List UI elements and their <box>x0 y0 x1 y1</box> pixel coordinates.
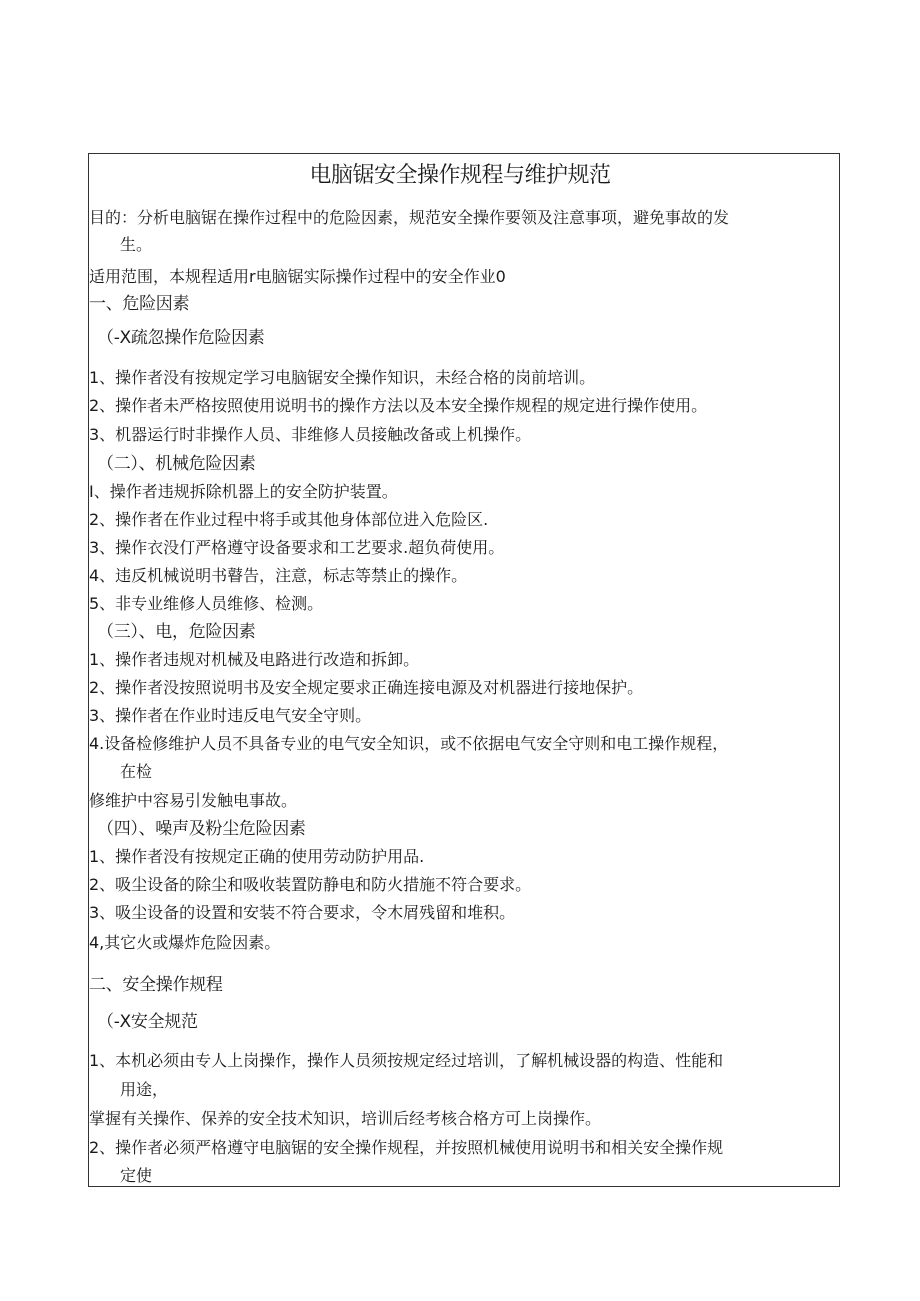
subsection-heading-noise-dust: （四）、噪声及粉尘危险因素 <box>97 819 306 839</box>
subsection-heading-mechanical: （二）、机械危险因素 <box>97 454 256 474</box>
section-heading-safe-operation: 二、安全操作规程 <box>89 975 223 995</box>
list-item-cont: 在检 <box>120 762 153 781</box>
purpose-line-cont: 生。 <box>120 235 153 254</box>
list-item-cont: 修维护中容易引发触电事故。 <box>89 791 298 810</box>
list-item-cont: 定使 <box>120 1166 153 1185</box>
document-title: 电脑锯安全操作规程与维护规范 <box>309 163 611 188</box>
list-item: 3、操作衣没仃严格遵守设备要求和工艺要求.超负荷使用。 <box>89 538 505 557</box>
section-heading-hazards: 一、危险因素 <box>89 294 190 314</box>
list-item: 4,其它火或爆炸危险因素。 <box>89 933 281 952</box>
list-item: 3、吸尘设备的设置和安装不符合要求，令木屑残留和堆积。 <box>89 903 516 922</box>
list-item: 2、操作者没按照说明书及安全规定要求正确连接电源及对机器进行接地保护。 <box>89 678 644 697</box>
list-item: 5、非专业维修人员维修、检测。 <box>89 594 324 613</box>
list-item: 4、违反机械说明书瞽告，注意，标志等禁止的操作。 <box>89 566 468 585</box>
list-item: I、操作者违规拆除机器上的安全防护装置。 <box>89 482 398 501</box>
subsection-heading-electrical: （三）、电，危险因素 <box>97 622 256 642</box>
list-item-cont: 用途， <box>120 1080 169 1099</box>
list-item: 3、机器运行时非操作人员、非维修人员接触改备或上机操作。 <box>89 425 532 444</box>
list-item: 2、操作者必须严格遵守电脑锯的安全操作规程，并按照机械使用说明书和相关安全操作规 <box>89 1138 724 1157</box>
subsection-heading-safety-rules: （-X安全规范 <box>97 1012 198 1032</box>
list-item: 2、吸尘设备的除尘和吸收装置防静电和防火措施不符合要求。 <box>89 875 532 894</box>
list-item: 1、本机必须由专人上岗操作，操作人员须按规定经过培训，了解机械设器的构造、性能和 <box>89 1051 724 1070</box>
list-item: 2、操作者未严格按照使用说明书的操作方法以及本安全操作规程的规定进行操作使用。 <box>89 396 708 415</box>
subsection-heading-negligence: （-X疏忽操作危险因素 <box>97 328 265 348</box>
list-item: 1、操作者违规对机械及电路进行改造和拆卸。 <box>89 650 420 669</box>
list-item-cont: 掌握有关操作、保养的安全技术知识，培训后经考核合格方可上岗操作。 <box>89 1109 602 1128</box>
scope-line: 适用范围，本规程适用r电脑锯实际操作过程中的安全作业0 <box>89 267 506 286</box>
purpose-line: 目的：分析电脑锯在操作过程中的危险因素，规范安全操作要领及注意事项，避免事故的发 <box>89 208 730 227</box>
list-item: 4.设备检修维护人员不具备专业的电气安全知识，或不依据电气安全守则和电工操作规程， <box>89 734 729 753</box>
list-item: 3、操作者在作业时违反电气安全守则。 <box>89 706 372 725</box>
list-item: 2、操作者在作业过程中将手或其他身体部位进入危险区. <box>89 510 489 529</box>
list-item: 1、操作者没有按规定学习电脑锯安全操作知识，未经合格的岗前培训。 <box>89 368 596 387</box>
list-item: 1、操作者没有按规定正确的使用劳动防护用品. <box>89 847 425 866</box>
